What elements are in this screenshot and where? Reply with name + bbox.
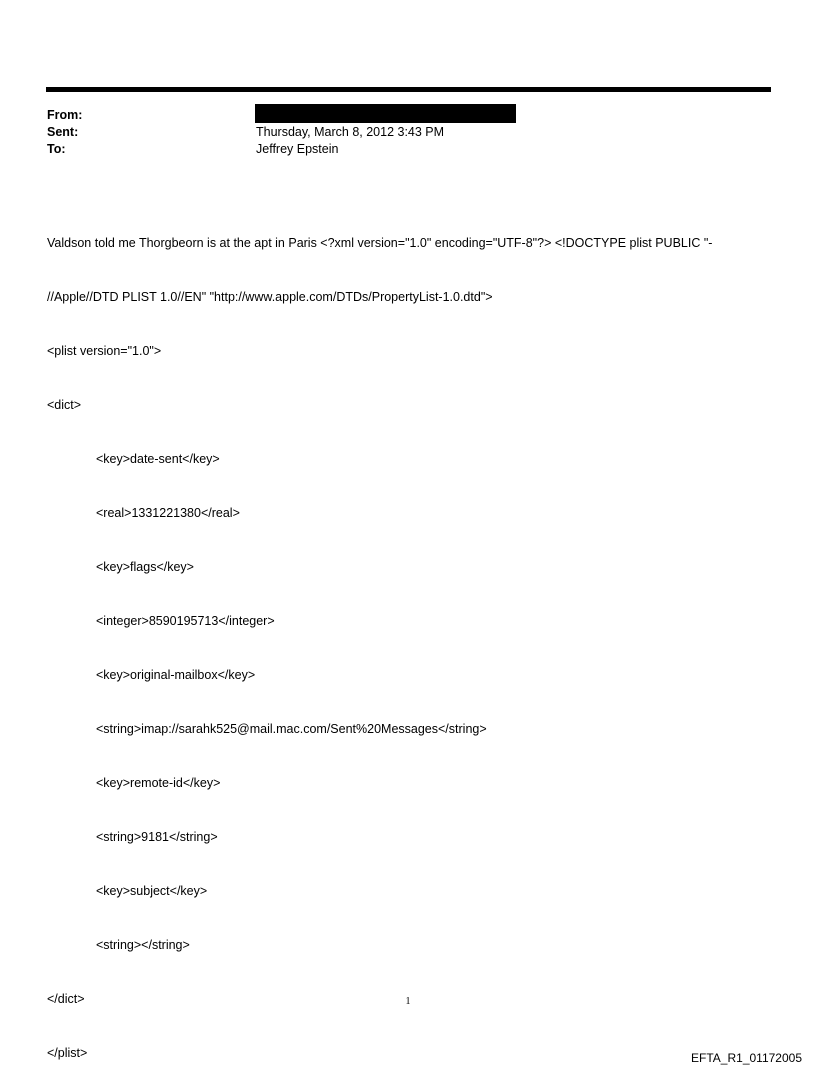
to-row xyxy=(47,141,767,158)
body-line: Valdson told me Thorgbeorn is at the apt in Paris <?xml version="1.0" encoding="UTF-8"?> <!DOCTYPE plist PUBLIC "- xyxy=(47,236,713,250)
sent-label: Sent: xyxy=(47,125,79,139)
body-line: //Apple//DTD PLIST 1.0//EN" "http://www.apple.com/DTDs/PropertyList-1.0.dtd"> xyxy=(47,290,493,304)
body-line: </dict> xyxy=(47,992,85,1006)
body-line: <key>original-mailbox</key> xyxy=(96,668,256,682)
email-body xyxy=(47,198,767,1080)
header-rule xyxy=(46,87,771,92)
body-line: <string>9181</string> xyxy=(96,830,218,844)
to-value: Jeffrey Epstein xyxy=(256,142,339,156)
sent-value: Thursday, March 8, 2012 3:43 PM xyxy=(256,125,445,139)
body-line: <dict> xyxy=(47,398,82,412)
body-line: <string>imap://sarahk525@mail.mac.com/Sent%20Messages</string> xyxy=(96,722,487,736)
from-row xyxy=(47,107,767,124)
body-line: <real>1331221380</real> xyxy=(96,506,240,520)
from-label: From: xyxy=(47,108,83,122)
body-line: <plist version="1.0"> xyxy=(47,344,162,358)
body-line: <key>subject</key> xyxy=(96,884,208,898)
bates-number: EFTA_R1_01172005 xyxy=(691,1051,802,1065)
body-line: </plist> xyxy=(47,1046,88,1060)
body-line: <key>date-sent</key> xyxy=(96,452,220,466)
sent-row xyxy=(47,124,767,141)
to-label: To: xyxy=(47,142,66,156)
body-line: <string></string> xyxy=(96,938,190,952)
redaction-block xyxy=(255,104,516,123)
page-number: 1 xyxy=(405,996,411,1007)
body-line: <key>remote-id</key> xyxy=(96,776,221,790)
email-header xyxy=(47,107,767,158)
body-line: <integer>8590195713</integer> xyxy=(96,614,275,628)
body-line: <key>flags</key> xyxy=(96,560,194,574)
